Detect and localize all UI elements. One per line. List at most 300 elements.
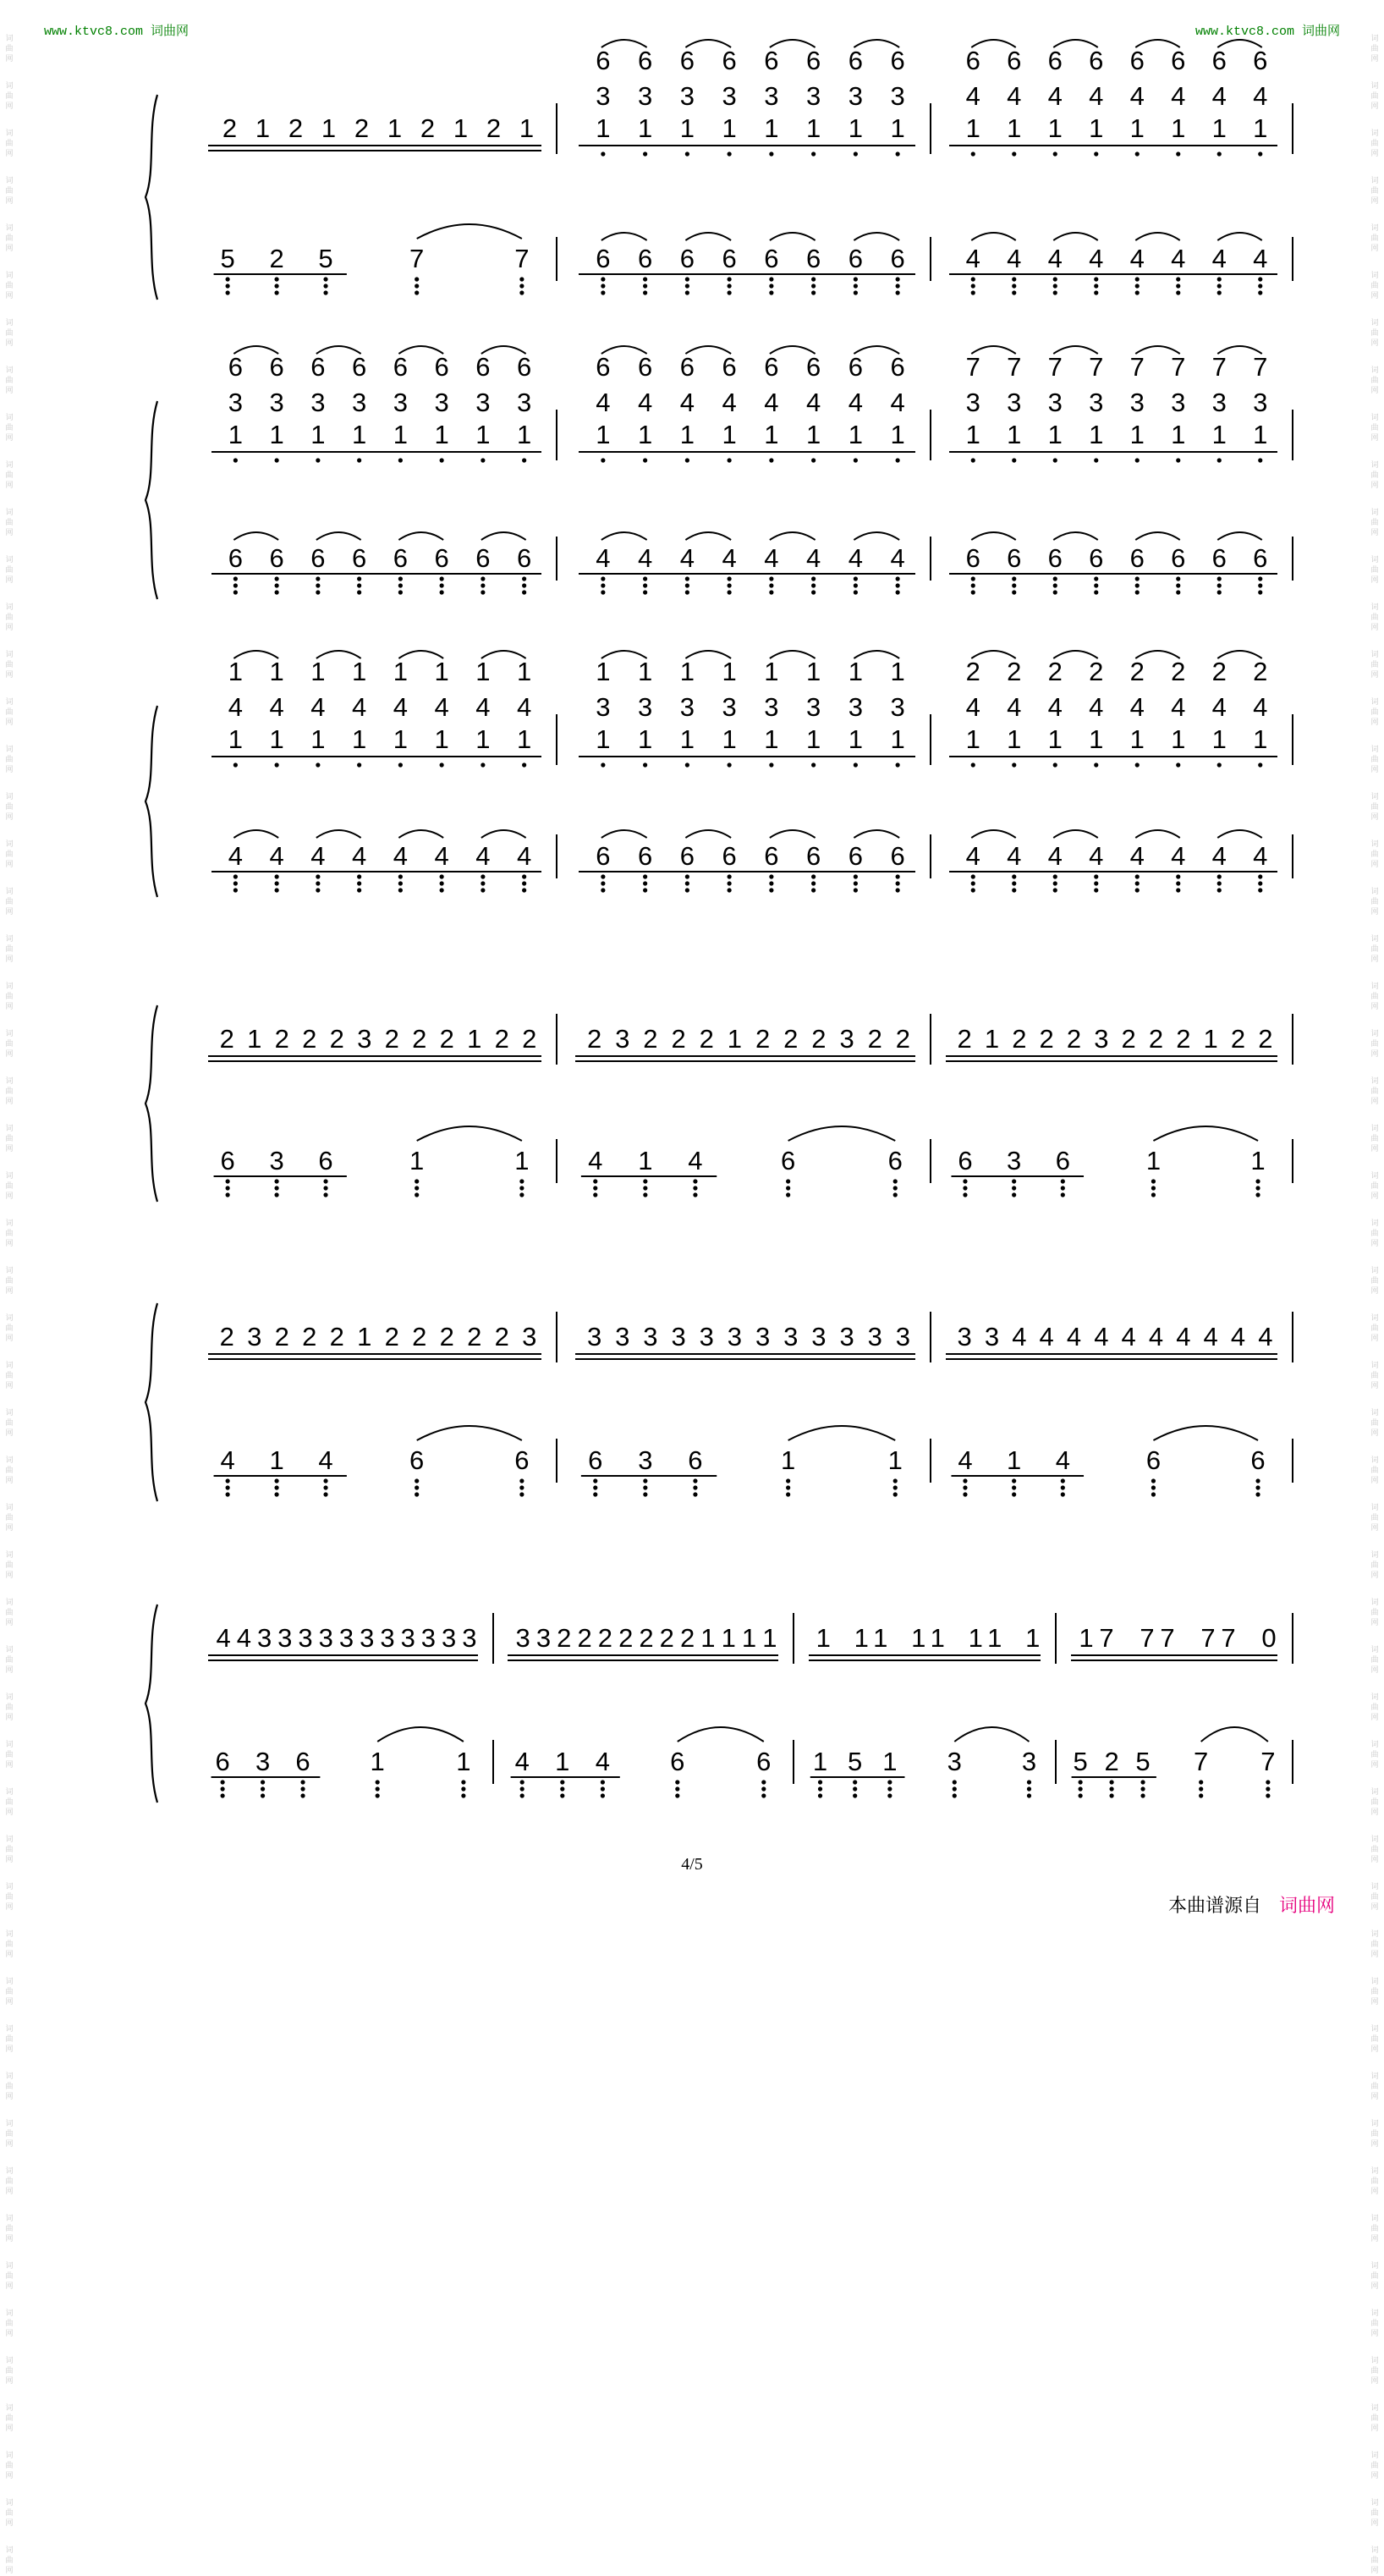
bass-note: 4 — [1055, 1445, 1070, 1475]
octave-dot — [1012, 283, 1016, 288]
bass-note: 6 — [688, 1445, 703, 1475]
octave-dot — [728, 283, 732, 288]
octave-dot — [275, 888, 279, 892]
melody-note: 1 — [741, 1623, 757, 1653]
chord-top-note: 7 — [1129, 352, 1145, 382]
bass-note: 6 — [409, 1445, 425, 1475]
octave-dot — [481, 583, 485, 587]
octave-dot — [1151, 1478, 1156, 1483]
octave-dot — [1258, 888, 1262, 892]
octave-dot — [1199, 1793, 1203, 1797]
chord-bottom-note: 1 — [890, 724, 905, 754]
bass-note: 4 — [434, 841, 449, 871]
watermark-glyph: 词曲网 — [1370, 840, 1379, 869]
octave-dot — [675, 1793, 679, 1797]
melody-note: 3 — [318, 1623, 333, 1653]
octave-dot — [440, 762, 444, 767]
octave-dot — [415, 290, 419, 294]
octave-dot — [233, 888, 238, 892]
watermark-glyph: 词曲网 — [1370, 698, 1379, 727]
octave-dot — [769, 151, 773, 156]
octave-dot — [887, 1786, 892, 1791]
bass-note: 4 — [965, 244, 980, 273]
watermark-glyph: 词曲网 — [5, 1314, 14, 1343]
octave-dot — [811, 874, 816, 878]
melody-note: 3 — [615, 1024, 630, 1054]
chord-bottom-note: 1 — [1253, 724, 1268, 754]
watermark-glyph: 词曲网 — [5, 1219, 14, 1248]
chord-bottom-note: 1 — [1253, 420, 1268, 449]
chord-mid-note: 3 — [764, 81, 779, 111]
octave-dot — [1140, 1786, 1145, 1791]
tie-slur — [770, 830, 816, 838]
chord-top-note: 6 — [596, 46, 611, 75]
melody-note: 3 — [895, 1322, 911, 1351]
octave-dot — [522, 590, 526, 594]
octave-dot — [811, 283, 816, 288]
octave-dot — [1176, 277, 1180, 281]
melody-note: 3 — [984, 1322, 1000, 1351]
octave-dot — [1053, 583, 1057, 587]
octave-dot — [601, 1793, 605, 1797]
watermark-glyph: 词曲网 — [5, 509, 14, 537]
chord-top-note: 2 — [1089, 657, 1104, 686]
octave-dot — [593, 1179, 597, 1183]
octave-dot — [1079, 1793, 1083, 1797]
bass-note: 1 — [370, 1747, 385, 1776]
chord-bottom-note: 1 — [679, 724, 695, 754]
bass-note: 4 — [890, 543, 905, 573]
octave-dot — [1135, 590, 1140, 594]
watermark-glyph: 词曲网 — [5, 2120, 14, 2149]
melody-note: 1 — [854, 1623, 869, 1653]
octave-dot — [893, 1485, 898, 1489]
chord-bottom-note: 1 — [1129, 724, 1145, 754]
bass-note: 1 — [781, 1445, 796, 1475]
octave-dot — [1217, 290, 1222, 294]
melody-note: 2 — [1176, 1024, 1191, 1054]
tie-slur — [233, 830, 278, 838]
octave-dot — [1258, 590, 1262, 594]
octave-dot — [593, 1192, 597, 1197]
watermark-glyph: 词曲网 — [5, 2499, 14, 2528]
octave-dot — [323, 277, 327, 281]
octave-dot — [728, 888, 732, 892]
bass-note: 4 — [310, 841, 326, 871]
octave-dot — [643, 1192, 647, 1197]
octave-dot — [323, 283, 327, 288]
melody-note: 3 — [783, 1322, 799, 1351]
melody-note: 4 — [1012, 1322, 1027, 1351]
octave-dot — [1199, 1786, 1203, 1791]
chord-mid-note: 3 — [1047, 388, 1063, 417]
watermark-glyph: 词曲网 — [5, 698, 14, 727]
bass-note: 1 — [1145, 1146, 1162, 1175]
octave-dot — [1061, 1478, 1065, 1483]
chord-mid-note: 3 — [890, 81, 905, 111]
melody-note: 2 — [467, 1322, 482, 1351]
octave-dot — [519, 1179, 524, 1183]
octave-dot — [1258, 151, 1262, 156]
octave-dot — [398, 762, 403, 767]
bass-note: 4 — [848, 543, 863, 573]
melody-note: 3 — [727, 1322, 743, 1351]
octave-dot — [519, 1478, 524, 1483]
watermark-glyph: 词曲网 — [1370, 272, 1379, 300]
watermark-glyph: 词曲网 — [5, 177, 14, 206]
octave-dot — [357, 888, 361, 892]
bass-note: 7 — [1260, 1747, 1276, 1776]
octave-dot — [376, 1786, 380, 1791]
bass-note: 4 — [514, 1747, 530, 1776]
chord-bottom-note: 1 — [965, 420, 980, 449]
bass-note: 4 — [965, 841, 980, 871]
octave-dot — [854, 874, 858, 878]
chord-bottom-note: 1 — [848, 724, 863, 754]
watermark-glyph: 词曲网 — [5, 366, 14, 395]
bass-note: 4 — [1129, 244, 1145, 273]
melody-note: 2 — [783, 1024, 799, 1054]
chord-bottom-note: 1 — [1171, 420, 1186, 449]
melody-note: 2 — [639, 1623, 654, 1653]
watermark-glyph: 词曲网 — [1370, 935, 1379, 964]
octave-dot — [1176, 458, 1180, 462]
tie-slur — [1135, 830, 1180, 838]
octave-dot — [675, 1780, 679, 1784]
bass-note: 1 — [812, 1747, 828, 1776]
octave-dot — [275, 874, 279, 878]
tie-slur — [316, 532, 361, 540]
melody-note: 2 — [1230, 1024, 1246, 1054]
chord-bottom-note: 1 — [638, 420, 653, 449]
chord-bottom-note: 1 — [393, 420, 408, 449]
melody-note: 7 — [1200, 1623, 1216, 1653]
octave-dot — [896, 590, 900, 594]
watermark-glyph: 词曲网 — [5, 603, 14, 632]
melody-note: 2 — [557, 1623, 572, 1653]
melody-note: 2 — [1148, 1024, 1164, 1054]
chord-bottom-note: 1 — [722, 420, 737, 449]
footer-source-label: 本曲谱源自 — [1167, 1896, 1261, 1917]
octave-dot — [643, 1485, 647, 1489]
octave-dot — [1217, 881, 1222, 885]
octave-dot — [275, 590, 279, 594]
octave-dot — [300, 1793, 305, 1797]
melody-note: 2 — [586, 1024, 602, 1054]
watermark-glyph: 词曲网 — [5, 2025, 14, 2054]
chord-mid-note: 3 — [1171, 388, 1186, 417]
melody-note: 2 — [439, 1322, 454, 1351]
octave-dot — [275, 762, 279, 767]
octave-dot — [357, 881, 361, 885]
octave-dot — [357, 576, 361, 581]
watermark-glyph: 词曲网 — [1370, 2120, 1379, 2149]
bass-note: 6 — [1129, 543, 1145, 573]
watermark-glyph: 词曲网 — [1370, 2404, 1379, 2433]
bass-note: 1 — [638, 1146, 653, 1175]
watermark-glyph: 词曲网 — [1370, 2546, 1379, 2575]
octave-dot — [274, 1179, 278, 1183]
watermark-glyph: 词曲网 — [1370, 1693, 1379, 1722]
octave-dot — [440, 590, 444, 594]
chord-top-note: 6 — [1129, 46, 1145, 75]
melody-note: 2 — [679, 1623, 695, 1653]
tie-slur — [971, 532, 1016, 540]
octave-dot — [643, 458, 647, 462]
octave-dot — [461, 1780, 465, 1784]
melody-note: 2 — [439, 1024, 454, 1054]
octave-dot — [963, 1485, 967, 1489]
octave-dot — [415, 1179, 419, 1183]
bass-note: 6 — [1047, 543, 1063, 573]
octave-dot — [519, 1186, 524, 1190]
octave-dot — [1176, 583, 1180, 587]
octave-dot — [221, 1793, 225, 1797]
bass-note: 6 — [764, 244, 779, 273]
bass-note: 6 — [310, 543, 326, 573]
melody-note: 1 — [453, 113, 469, 143]
octave-dot — [415, 1478, 419, 1483]
chord-top-note: 6 — [434, 352, 449, 382]
octave-dot — [440, 888, 444, 892]
bass-note: 7 — [409, 244, 425, 273]
octave-dot — [963, 1179, 967, 1183]
melody-note: 2 — [486, 113, 502, 143]
watermark-glyph: 词曲网 — [5, 556, 14, 585]
chord-top-note: 6 — [228, 352, 243, 382]
chord-mid-note: 3 — [764, 692, 779, 722]
chord-top-note: 1 — [638, 657, 653, 686]
chord-top-note: 6 — [806, 46, 821, 75]
bass-note: 6 — [517, 543, 532, 573]
octave-dot — [316, 888, 320, 892]
chord-top-note: 1 — [228, 657, 243, 686]
watermark-glyph: 词曲网 — [1370, 793, 1379, 822]
octave-dot — [971, 881, 975, 885]
bass-note: 6 — [393, 543, 408, 573]
melody-note: 7 — [1140, 1623, 1155, 1653]
octave-dot — [685, 151, 689, 156]
octave-dot — [1135, 283, 1140, 288]
octave-dot — [728, 576, 732, 581]
bass-note: 7 — [1194, 1747, 1209, 1776]
chord-top-note: 7 — [1089, 352, 1104, 382]
watermark-glyph: 词曲网 — [5, 272, 14, 300]
bass-note: 6 — [352, 543, 367, 573]
octave-dot — [522, 874, 526, 878]
octave-dot — [481, 881, 485, 885]
chord-top-note: 1 — [310, 657, 326, 686]
header-left-url: www.ktvc8.com — [44, 25, 144, 39]
octave-dot — [601, 1780, 605, 1784]
octave-dot — [896, 762, 900, 767]
melody-note: 3 — [420, 1623, 437, 1653]
tie-slur — [770, 233, 816, 240]
bass-note: 6 — [679, 244, 695, 273]
octave-dot — [1061, 1492, 1065, 1496]
octave-dot — [769, 290, 773, 294]
watermark-glyph: 词曲网 — [5, 1267, 14, 1296]
watermark-glyph: 词曲网 — [5, 414, 14, 443]
octave-dot — [963, 1192, 967, 1197]
chord-top-note: 6 — [848, 46, 863, 75]
melody-note: 2 — [755, 1024, 771, 1054]
octave-dot — [953, 1793, 957, 1797]
melody-note: 4 — [1121, 1322, 1136, 1351]
octave-dot — [1151, 1485, 1156, 1489]
watermark-glyph: 词曲网 — [5, 2357, 14, 2386]
chord-mid-note: 4 — [764, 388, 779, 417]
octave-dot — [1217, 590, 1222, 594]
chord-mid-note: 3 — [269, 388, 284, 417]
watermark-glyph: 词曲网 — [1370, 1456, 1379, 1485]
watermark-glyph: 词曲网 — [5, 1504, 14, 1533]
octave-dot — [261, 1793, 265, 1797]
bass-note: 6 — [1055, 1146, 1070, 1175]
melody-note: 3 — [671, 1322, 686, 1351]
melody-note: 4 — [1039, 1322, 1054, 1351]
octave-dot — [811, 881, 816, 885]
octave-dot — [357, 762, 361, 767]
octave-dot — [415, 283, 419, 288]
bass-note: 4 — [1211, 244, 1227, 273]
bass-note: 5 — [848, 1747, 863, 1776]
watermark-glyph: 词曲网 — [5, 1883, 14, 1912]
octave-dot — [1094, 881, 1098, 885]
tie-slur — [854, 233, 899, 240]
octave-dot — [1012, 277, 1016, 281]
bass-note: 6 — [295, 1747, 310, 1776]
tie-slur — [788, 1426, 896, 1440]
melody-note: 2 — [412, 1024, 427, 1054]
octave-dot — [522, 458, 526, 462]
octave-dot — [1255, 1179, 1260, 1183]
chord-top-note: 6 — [1171, 46, 1186, 75]
watermark-glyph: 词曲网 — [5, 1741, 14, 1770]
chord-mid-note: 4 — [1089, 81, 1104, 111]
octave-dot — [1061, 1179, 1065, 1183]
watermark-glyph: 词曲网 — [1370, 888, 1379, 916]
octave-dot — [274, 277, 278, 281]
melody-note: 1 — [984, 1024, 1000, 1054]
octave-dot — [643, 1186, 647, 1190]
octave-dot — [316, 583, 320, 587]
watermark-glyph: 词曲网 — [5, 746, 14, 774]
bass-note: 6 — [318, 1146, 333, 1175]
bass-note: 4 — [1089, 841, 1104, 871]
bass-note: 6 — [670, 1747, 685, 1776]
octave-dot — [728, 881, 732, 885]
chord-bottom-note: 1 — [806, 724, 821, 754]
octave-dot — [1094, 874, 1098, 878]
bass-note: 1 — [269, 1445, 284, 1475]
octave-dot — [685, 590, 689, 594]
bass-note: 2 — [1104, 1747, 1119, 1776]
chord-bottom-note: 1 — [764, 113, 779, 143]
bass-note: 6 — [638, 244, 653, 273]
octave-dot — [1255, 1485, 1260, 1489]
melody-note: 1 — [987, 1623, 1002, 1653]
chord-top-note: 1 — [890, 657, 905, 686]
chord-bottom-note: 1 — [434, 724, 449, 754]
octave-dot — [893, 1192, 898, 1197]
melody-note: 3 — [535, 1623, 552, 1653]
melody-note: 2 — [494, 1322, 509, 1351]
melody-note: 3 — [256, 1623, 272, 1653]
watermark-glyph: 词曲网 — [5, 224, 14, 253]
octave-dot — [963, 1492, 967, 1496]
page-number: 4/5 — [681, 1855, 703, 1874]
octave-dot — [786, 1179, 790, 1183]
watermark-glyph: 词曲网 — [5, 1456, 14, 1485]
octave-dot — [887, 1793, 892, 1797]
octave-dot — [1217, 458, 1222, 462]
octave-dot — [1012, 151, 1016, 156]
chord-top-note: 2 — [1007, 657, 1022, 686]
watermark-glyph: 词曲网 — [1370, 1125, 1379, 1153]
octave-dot — [963, 1478, 967, 1483]
octave-dot — [685, 458, 689, 462]
chord-top-note: 7 — [1253, 352, 1268, 382]
chord-bottom-note: 1 — [1089, 113, 1104, 143]
octave-dot — [1012, 290, 1016, 294]
octave-dot — [601, 151, 605, 156]
octave-dot — [811, 576, 816, 581]
chord-bottom-note: 1 — [434, 420, 449, 449]
octave-dot — [1176, 290, 1180, 294]
octave-dot — [971, 590, 975, 594]
octave-dot — [971, 458, 975, 462]
octave-dot — [1258, 458, 1262, 462]
melody-note: 1 — [1025, 1623, 1041, 1653]
octave-dot — [1135, 290, 1140, 294]
watermark-glyph: 词曲网 — [1370, 35, 1379, 63]
chord-top-note: 6 — [1047, 46, 1063, 75]
bass-note: 6 — [638, 841, 653, 871]
octave-dot — [896, 277, 900, 281]
chord-bottom-note: 1 — [890, 420, 905, 449]
chord-mid-note: 4 — [269, 692, 284, 722]
octave-dot — [233, 874, 238, 878]
chord-mid-note: 3 — [890, 692, 905, 722]
chord-top-note: 6 — [1253, 46, 1268, 75]
watermark-glyph: 词曲网 — [1370, 509, 1379, 537]
chord-bottom-note: 1 — [269, 724, 284, 754]
chord-mid-note: 4 — [1129, 692, 1145, 722]
octave-dot — [1217, 277, 1222, 281]
octave-dot — [971, 151, 975, 156]
chord-top-note: 1 — [517, 657, 532, 686]
octave-dot — [643, 1179, 647, 1183]
watermark-glyph: 词曲网 — [5, 461, 14, 490]
melody-note: 2 — [597, 1623, 613, 1653]
chord-mid-note: 4 — [965, 81, 980, 111]
octave-dot — [971, 762, 975, 767]
bass-note: 1 — [409, 1146, 425, 1175]
bass-note: 4 — [1253, 244, 1268, 273]
melody-note: 3 — [643, 1322, 658, 1351]
chord-top-note: 6 — [1211, 46, 1227, 75]
watermark-glyph: 词曲网 — [1370, 1504, 1379, 1533]
tie-slur — [1153, 1426, 1258, 1440]
brace — [146, 1303, 157, 1501]
chord-mid-note: 3 — [806, 81, 821, 111]
octave-dot — [1176, 874, 1180, 878]
tie-slur — [971, 830, 1016, 838]
octave-dot — [1255, 1192, 1260, 1197]
melody-note: 2 — [1258, 1024, 1273, 1054]
watermark-glyph: 词曲网 — [1370, 2025, 1379, 2054]
